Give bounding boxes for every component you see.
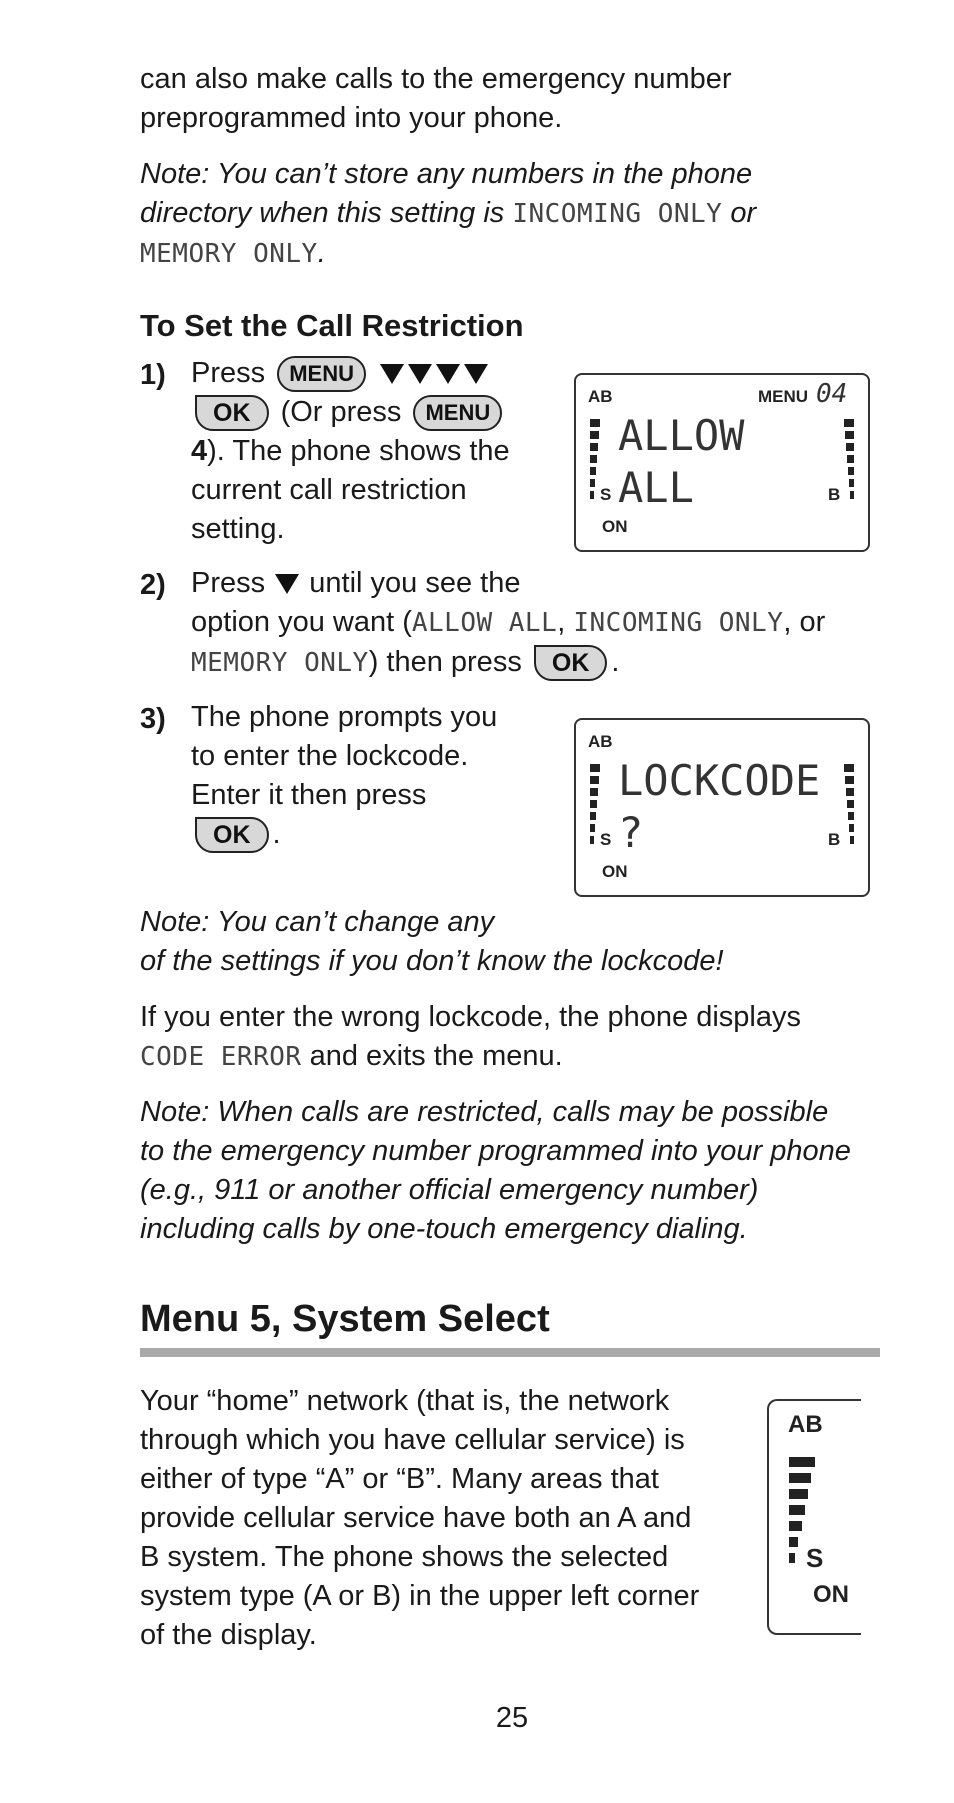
down-arrow-icon — [275, 574, 299, 594]
battery-bar — [846, 443, 854, 451]
section-rule — [140, 1348, 880, 1357]
paragraph-line: of the display. — [140, 1619, 317, 1651]
lcd-text-incoming-only: INCOMING ONLY — [573, 608, 784, 638]
ab-indicator: AB — [588, 732, 613, 751]
ok-key-icon: OK — [195, 817, 269, 853]
paragraph-line: B system. The phone shows the selected — [140, 1541, 669, 1573]
down-arrow-icon — [408, 364, 432, 384]
ok-key-icon: OK — [534, 645, 608, 681]
system-paragraph — [140, 1382, 740, 1655]
step3-line: Enter it then press — [191, 779, 427, 811]
intro-line: preprogrammed into your phone. — [140, 102, 563, 134]
step1-text — [191, 354, 551, 549]
step1-line — [191, 393, 551, 432]
signal-bar — [789, 1457, 815, 1467]
paragraph-text: and exits the menu. — [301, 1040, 563, 1072]
section-heading-system-select: Menu 5, System Select — [140, 1298, 550, 1340]
down-arrow-icon — [436, 364, 460, 384]
note-line — [140, 194, 920, 234]
step2-line — [191, 643, 911, 683]
note-line: Note: You can’t change any — [140, 906, 495, 938]
signal-bar — [590, 788, 598, 796]
on-indicator: ON — [813, 1581, 849, 1608]
paragraph-line: provide cellular service have both an A and — [140, 1502, 692, 1534]
step-text: , — [557, 606, 574, 638]
lcd-text-code-error: CODE ERROR — [140, 1042, 302, 1072]
note-text: . — [317, 237, 326, 269]
battery-bar — [844, 419, 854, 427]
signal-bar — [789, 1553, 795, 1563]
display-line-1: LOCKCODE — [618, 756, 821, 805]
signal-bar — [590, 800, 597, 808]
menu-key-icon: MENU — [413, 395, 502, 431]
battery-bar — [846, 788, 854, 796]
signal-bar — [789, 1505, 805, 1515]
step-number: 2) — [140, 569, 166, 601]
step-text: option you want ( — [191, 606, 412, 638]
intro-paragraph — [140, 60, 900, 138]
step1-line — [191, 432, 551, 471]
signal-bar — [789, 1521, 802, 1531]
step-text: Press — [191, 357, 266, 389]
note-emergency — [140, 1093, 930, 1249]
lcd-text-allow-all: ALLOW ALL — [411, 608, 558, 638]
ok-key-icon: OK — [195, 395, 269, 431]
wrong-lockcode-paragraph — [140, 998, 920, 1077]
step-text: ). The phone shows the — [207, 435, 510, 467]
display-line-2: ALL — [618, 463, 694, 512]
signal-bar — [590, 491, 594, 499]
display-line-2: ? — [618, 808, 644, 857]
note-line: Note: You can’t store any numbers in the phone — [140, 158, 753, 190]
signal-bar — [789, 1473, 811, 1483]
signal-bar — [590, 467, 596, 475]
down-arrow-icon — [464, 364, 488, 384]
b-indicator: B — [828, 830, 841, 849]
battery-bar — [848, 812, 854, 820]
on-indicator: ON — [602, 517, 628, 536]
b-indicator: B — [828, 485, 841, 504]
lcd-text-memory-only: MEMORY ONLY — [140, 239, 318, 269]
signal-bar — [590, 443, 598, 451]
battery-bar — [847, 455, 854, 463]
note-line: of the settings if you don’t know the lockcode! — [140, 945, 724, 977]
ab-indicator: AB — [588, 387, 613, 406]
step-text: . — [611, 646, 620, 678]
step-text: ) then press — [368, 646, 522, 678]
step1-line: current call restriction — [191, 474, 467, 506]
paragraph-line: Your “home” network (that is, the network — [140, 1385, 670, 1417]
lcd-text-memory-only: MEMORY ONLY — [191, 648, 369, 678]
battery-bar — [849, 479, 854, 487]
step3-line — [191, 815, 551, 854]
signal-bar — [590, 419, 600, 427]
down-arrow-icon — [380, 364, 404, 384]
section-heading-call-restriction: To Set the Call Restriction — [140, 308, 524, 343]
paragraph-line: system type (A or B) in the upper left corner — [140, 1580, 700, 1612]
paragraph-line: through which you have cellular service) is — [140, 1424, 685, 1456]
menu-key-icon: MENU — [277, 356, 366, 392]
step-number: 1) — [140, 359, 166, 391]
battery-bar — [845, 431, 854, 439]
signal-bar — [789, 1537, 798, 1547]
step1-line — [191, 354, 551, 393]
step-text: (Or press — [280, 396, 402, 428]
step2-line — [191, 603, 911, 643]
s-indicator: S — [600, 485, 612, 504]
paragraph-line: either of type “A” or “B”. Many areas that — [140, 1463, 659, 1495]
step3-line: to enter the lockcode. — [191, 740, 469, 772]
signal-bar — [590, 455, 597, 463]
step-text: , or — [783, 606, 826, 638]
battery-bar — [850, 491, 854, 499]
ab-indicator: AB — [788, 1411, 823, 1438]
step-text: . — [272, 818, 281, 850]
note-line — [140, 234, 920, 274]
signal-bar — [590, 479, 595, 487]
note-text: or — [722, 197, 757, 229]
signal-bar — [590, 431, 599, 439]
note-line: to the emergency number programmed into your phone — [140, 1135, 851, 1167]
paragraph-line: If you enter the wrong lockcode, the phone displays — [140, 1001, 801, 1033]
lcd-text-incoming-only: INCOMING ONLY — [512, 199, 723, 229]
note-text: directory when this setting is — [140, 197, 513, 229]
battery-bar — [847, 800, 854, 808]
note-line: (e.g., 911 or another official emergency number) — [140, 1174, 759, 1206]
paragraph-line — [140, 1037, 920, 1077]
menu-number: 04 — [816, 379, 848, 409]
note-lockcode — [140, 903, 920, 981]
step2-text — [191, 564, 911, 683]
step1-line: setting. — [191, 513, 285, 545]
battery-bar — [845, 776, 854, 784]
note-storage — [140, 155, 920, 274]
phone-display-partial — [767, 1399, 861, 1635]
battery-bar — [850, 836, 854, 844]
step3-text — [191, 698, 551, 854]
battery-bar — [844, 764, 854, 772]
step2-line — [191, 564, 911, 603]
signal-bar — [590, 764, 600, 772]
on-indicator: ON — [602, 862, 628, 881]
phone-display-allow-all — [574, 373, 870, 552]
phone-display-lockcode — [574, 718, 870, 897]
step-number: 3) — [140, 703, 166, 735]
note-line: Note: When calls are restricted, calls may be possible — [140, 1096, 829, 1128]
signal-bar — [590, 812, 596, 820]
signal-bar — [590, 836, 594, 844]
signal-bar — [789, 1489, 808, 1499]
step3-line: The phone prompts you — [191, 701, 498, 733]
digit-key: 4 — [191, 435, 208, 467]
signal-bar — [590, 824, 595, 832]
note-line: including calls by one-touch emergency dialing. — [140, 1213, 748, 1245]
s-indicator: S — [600, 830, 612, 849]
display-line-1: ALLOW — [618, 411, 745, 460]
intro-line: can also make calls to the emergency number — [140, 63, 732, 95]
s-indicator: S — [806, 1543, 824, 1573]
menu-indicator: MENU — [758, 387, 809, 406]
signal-bar — [590, 776, 599, 784]
battery-bar — [848, 467, 854, 475]
step-text: until you see the — [309, 567, 521, 599]
battery-bar — [849, 824, 854, 832]
step-text: Press — [191, 567, 266, 599]
page-number: 25 — [495, 1702, 529, 1734]
